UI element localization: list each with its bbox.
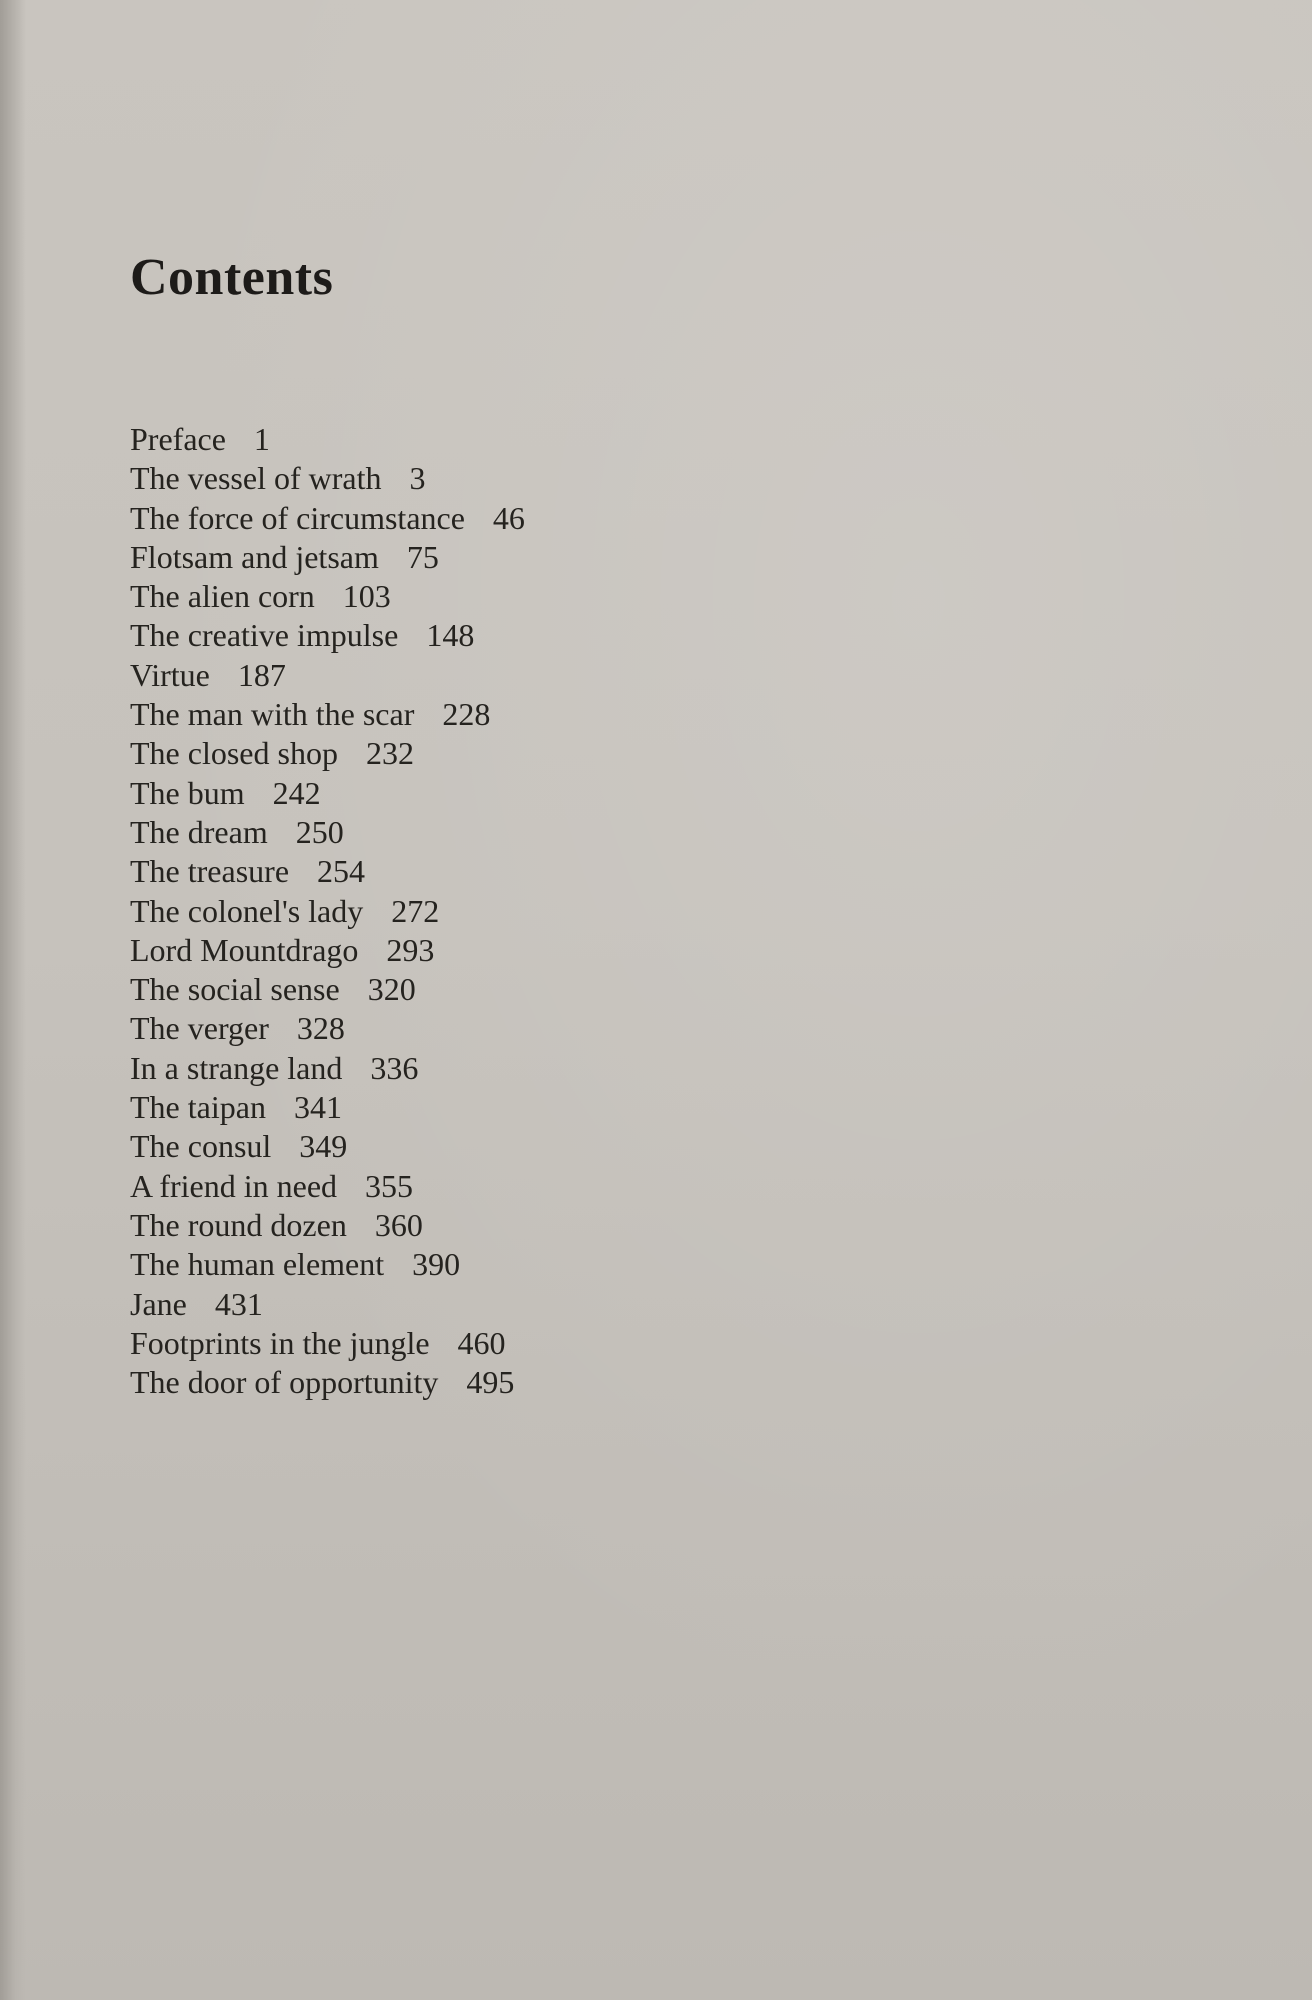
toc-entry	[130, 1363, 525, 1402]
toc-entry	[130, 1285, 525, 1324]
toc-entry-title: The consul	[130, 1128, 272, 1165]
toc-entry-page: 250	[295, 813, 344, 850]
toc-entry-page: 460	[457, 1324, 506, 1361]
toc-entry-page: 232	[365, 735, 414, 772]
toc-entry	[130, 774, 525, 813]
toc-entry-page: 431	[214, 1285, 263, 1322]
toc-entry	[130, 538, 525, 577]
toc-entry	[130, 1088, 525, 1127]
toc-entry-title: The taipan	[130, 1089, 266, 1126]
toc-entry	[130, 813, 525, 852]
toc-entry-page: 390	[412, 1246, 461, 1283]
toc-entry-page: 3	[409, 460, 426, 497]
toc-entry-page: 187	[237, 656, 286, 693]
toc-entry	[130, 931, 525, 970]
toc-entry	[130, 1167, 525, 1206]
toc-entry-page: 320	[367, 971, 416, 1008]
toc-entry-page: 360	[374, 1206, 423, 1243]
toc-entry-title: The force of circumstance	[130, 499, 465, 536]
toc-entry-title: The dream	[130, 813, 268, 850]
contents-heading: Contents	[130, 249, 334, 306]
toc-entry-title: The alien corn	[130, 578, 315, 615]
toc-entry	[130, 1049, 525, 1088]
toc-entry-title: The vessel of wrath	[130, 460, 382, 497]
toc-entry-title: Virtue	[130, 656, 210, 693]
toc-entry-page: 242	[272, 774, 321, 811]
toc-entry-page: 148	[426, 617, 475, 654]
toc-entry-page: 1	[253, 421, 270, 457]
toc-entry-title: A friend in need	[130, 1167, 338, 1204]
toc-entry-title: The closed shop	[130, 735, 338, 772]
toc-entry-title: The colonel's lady	[130, 892, 364, 929]
toc-entry	[130, 892, 525, 931]
toc-entry-page: 328	[296, 1010, 345, 1047]
toc-entry	[130, 656, 525, 695]
toc-entry-title: Flotsam and jetsam	[130, 538, 379, 575]
toc-entry-page: 293	[386, 931, 435, 968]
toc-entry	[130, 852, 525, 891]
toc-entry-page: 336	[370, 1049, 419, 1086]
toc-entry	[130, 695, 525, 734]
toc-entry	[130, 420, 525, 459]
toc-entry	[130, 616, 525, 655]
toc-entry-title: In a strange land	[130, 1049, 343, 1086]
toc-entry-title: The bum	[130, 774, 245, 811]
toc-entry	[130, 1127, 525, 1166]
toc-entry-title: The door of opportunity	[130, 1364, 439, 1401]
toc-entry-title: The human element	[130, 1246, 385, 1283]
toc-entry-title: The verger	[130, 1010, 269, 1047]
toc-entry	[130, 577, 525, 616]
toc-entry-page: 103	[342, 578, 391, 615]
toc-entry-page: 75	[406, 538, 439, 575]
toc-entry-page: 349	[299, 1128, 348, 1165]
toc-entry	[130, 1009, 525, 1048]
toc-entry	[130, 1324, 525, 1363]
toc-entry-page: 272	[391, 892, 440, 929]
toc-entry-page: 254	[317, 853, 366, 890]
toc-entry-title: Preface	[130, 421, 226, 457]
toc-entry-title: The round dozen	[130, 1206, 347, 1243]
toc-entry	[130, 499, 525, 538]
toc-entry-title: Footprints in the jungle	[130, 1324, 430, 1361]
toc-entry-title: The social sense	[130, 971, 340, 1008]
toc-entry-page: 228	[442, 696, 491, 733]
toc-entry-page: 341	[293, 1089, 342, 1126]
toc-entry-page: 46	[492, 499, 525, 536]
toc-entry	[130, 734, 525, 773]
toc-entry	[130, 1206, 525, 1245]
toc-entry-title: The treasure	[130, 853, 290, 890]
toc-entry-title: Lord Mountdrago	[130, 931, 359, 968]
toc-entry-title: The man with the scar	[130, 696, 415, 733]
toc-entry-title: Jane	[130, 1285, 187, 1322]
toc-entry	[130, 1245, 525, 1284]
toc-entry-page: 495	[466, 1364, 515, 1401]
toc-entry-title: The creative impulse	[130, 617, 399, 654]
toc-entry	[130, 970, 525, 1009]
toc-entry-page: 355	[365, 1167, 414, 1204]
toc-entry	[130, 459, 525, 498]
table-of-contents	[130, 420, 525, 1402]
